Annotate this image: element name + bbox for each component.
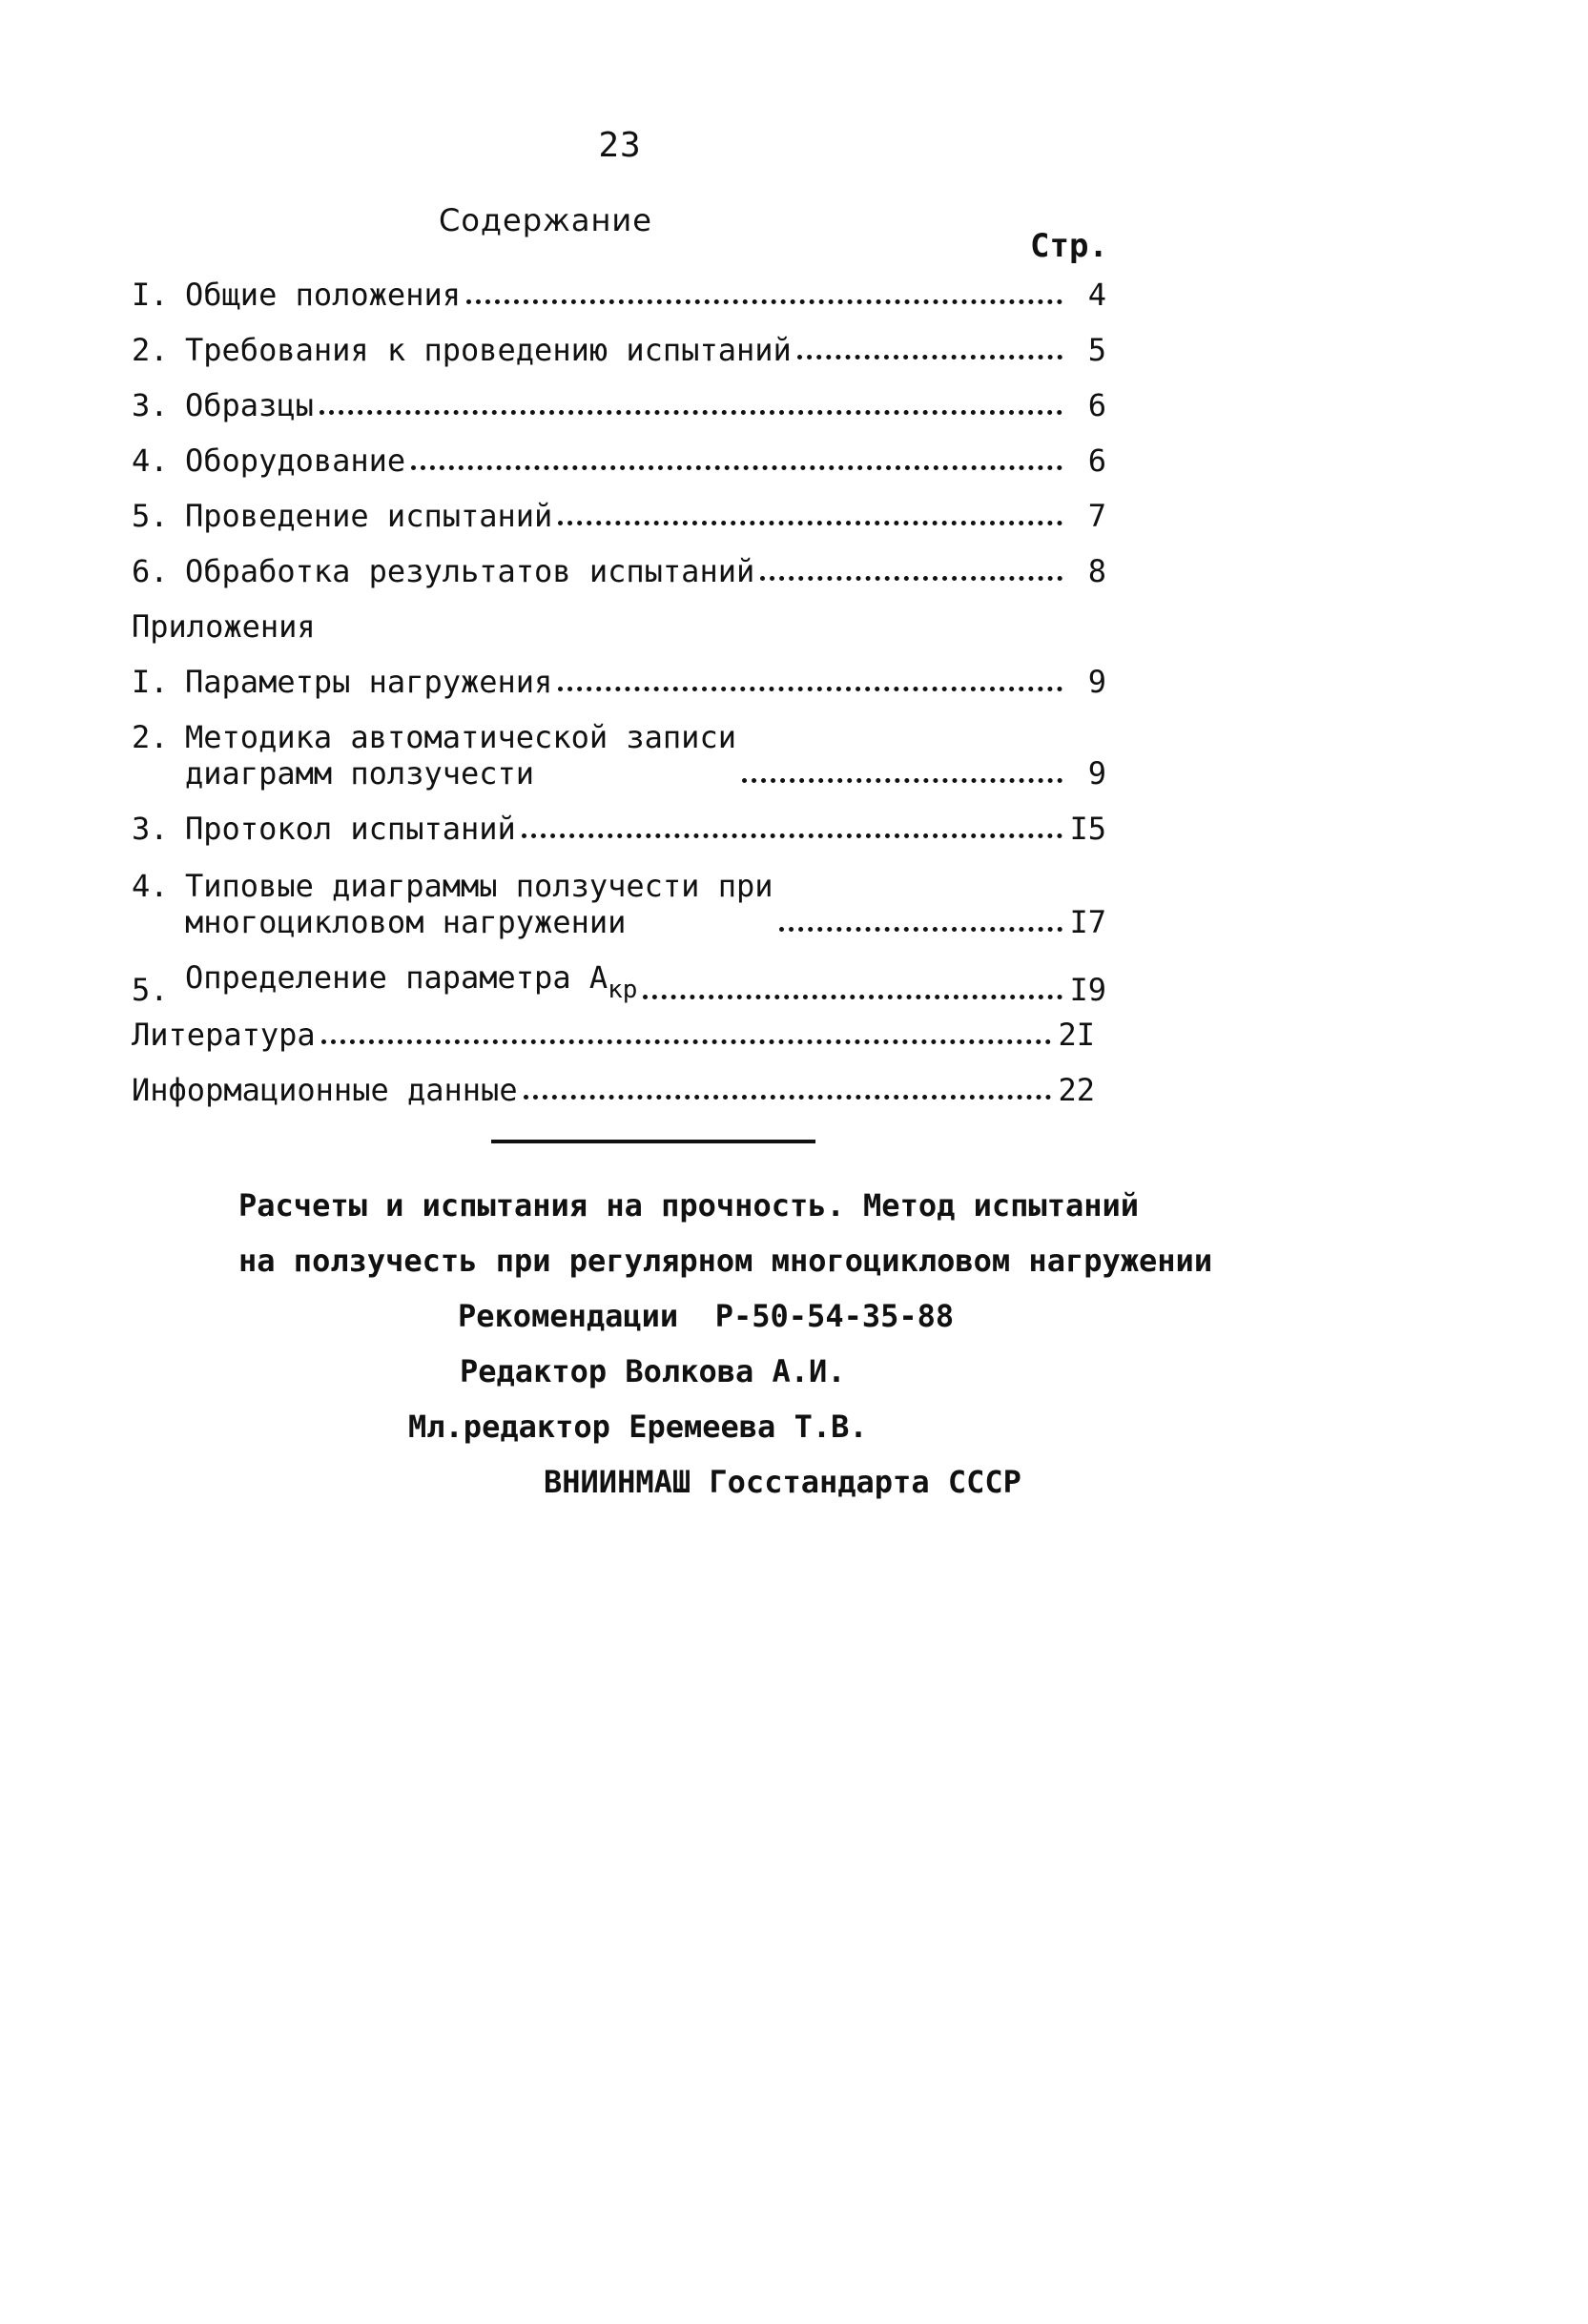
toc-entry-number: 3.	[132, 387, 169, 423]
imprint-title-line2: на ползучесть при регулярном многоцикловом нагружении	[238, 1243, 1213, 1279]
toc-entry-number: 2.	[132, 332, 169, 368]
dot-leader	[742, 778, 1062, 783]
literature-page: 2I	[1058, 1017, 1095, 1053]
imprint-publisher: ВНИИНМАШ Госстандарта СССР	[544, 1464, 1021, 1500]
toc-entry-page: 5	[1087, 332, 1106, 368]
toc-entry	[132, 332, 1106, 368]
appendix-entry	[132, 868, 1106, 940]
appendix-entry	[132, 811, 1106, 847]
imprint-editor: Редактор Волкова А.И.	[460, 1353, 846, 1389]
toc-entry-number: I.	[132, 277, 169, 313]
toc-entry-page: 4	[1087, 277, 1106, 313]
divider-line	[491, 1140, 815, 1143]
appendix-label-text: Определение параметра А	[185, 959, 608, 996]
appendix-entry-number: 4.	[132, 868, 169, 904]
appendix-entry-label: Параметры нагружения	[185, 664, 553, 700]
appendix-entry-number: 5.	[132, 972, 169, 1008]
toc-entry-number: 5.	[132, 498, 169, 534]
appendix-entry-page: I5	[1069, 811, 1106, 847]
appendix-entry	[132, 959, 1106, 1008]
toc-entry-number: 6.	[132, 553, 169, 589]
dot-leader	[320, 410, 1062, 415]
page-column-header: Стр.	[1030, 227, 1108, 265]
toc-entry-label: Проведение испытаний	[185, 498, 553, 534]
toc-entry-label: Образцы	[185, 387, 314, 423]
literature-entry	[132, 1017, 1095, 1053]
toc-entry-page: 6	[1087, 387, 1106, 423]
info-page: 22	[1058, 1072, 1095, 1108]
appendix-entry	[132, 719, 1106, 792]
dot-leader	[524, 1095, 1051, 1100]
info-label: Информационные данные	[132, 1072, 518, 1108]
toc-entry	[132, 498, 1106, 534]
appendix-label-line: многоцикловом нагружении	[185, 904, 627, 940]
appendix-entry-label: Протокол испытаний	[185, 811, 516, 847]
toc-entry-label: Общие положения	[185, 277, 461, 313]
appendix-entry-number: 3.	[132, 811, 169, 847]
toc-entry-label: Требования к проведению испытаний	[185, 332, 792, 368]
appendix-entry-page: I9	[1069, 972, 1106, 1008]
dot-leader	[522, 833, 1062, 838]
toc-entry	[132, 442, 1106, 479]
appendix-entry-number: I.	[132, 664, 169, 700]
toc-entry-page: 6	[1087, 442, 1106, 479]
info-entry	[132, 1072, 1095, 1108]
toc-entry	[132, 387, 1106, 423]
dot-leader	[558, 687, 1062, 691]
appendix-label-line: Методика автоматической записи	[185, 719, 736, 755]
dot-leader	[779, 927, 1063, 932]
imprint-junior-editor: Мл.редактор Еремеева Т.В.	[408, 1409, 868, 1445]
toc-entry	[132, 277, 1106, 313]
literature-label: Литература	[132, 1017, 316, 1053]
appendix-entry-page: I7	[1069, 904, 1106, 940]
dot-leader	[466, 299, 1062, 304]
dot-leader	[643, 995, 1062, 999]
appendix-label-subscript: кр	[608, 976, 638, 1004]
appendix-label-line: Типовые диаграммы ползучести при	[185, 868, 773, 904]
appendix-entry-number: 2.	[132, 719, 169, 755]
appendix-entry-label	[185, 719, 736, 792]
toc-entry-page: 7	[1087, 498, 1106, 534]
dot-leader	[558, 521, 1062, 525]
dot-leader	[760, 576, 1062, 581]
toc-entry-label: Обработка результатов испытаний	[185, 553, 755, 589]
toc-entry-page: 8	[1087, 553, 1106, 589]
dot-leader	[321, 1039, 1051, 1044]
appendix-entry-label	[185, 868, 773, 940]
toc-entry	[132, 553, 1106, 589]
dot-leader	[411, 465, 1062, 470]
imprint-recommendations: Рекомендации Р-50-54-35-88	[458, 1298, 955, 1334]
appendix-entry-page: 9	[1087, 755, 1106, 792]
page-number: 23	[598, 126, 642, 165]
toc-title: Содержание	[439, 202, 652, 238]
appendices-heading: Приложения	[132, 608, 316, 645]
appendix-entry-label	[185, 959, 637, 1008]
appendix-label-line: диаграмм ползучести	[185, 755, 535, 792]
toc-entry-number: 4.	[132, 442, 169, 479]
toc-entry-label: Оборудование	[185, 442, 406, 479]
appendix-entry	[132, 664, 1106, 700]
dot-leader	[797, 355, 1062, 360]
appendix-entry-page: 9	[1087, 664, 1106, 700]
imprint-title-line1: Расчеты и испытания на прочность. Метод испытаний	[238, 1187, 1140, 1224]
